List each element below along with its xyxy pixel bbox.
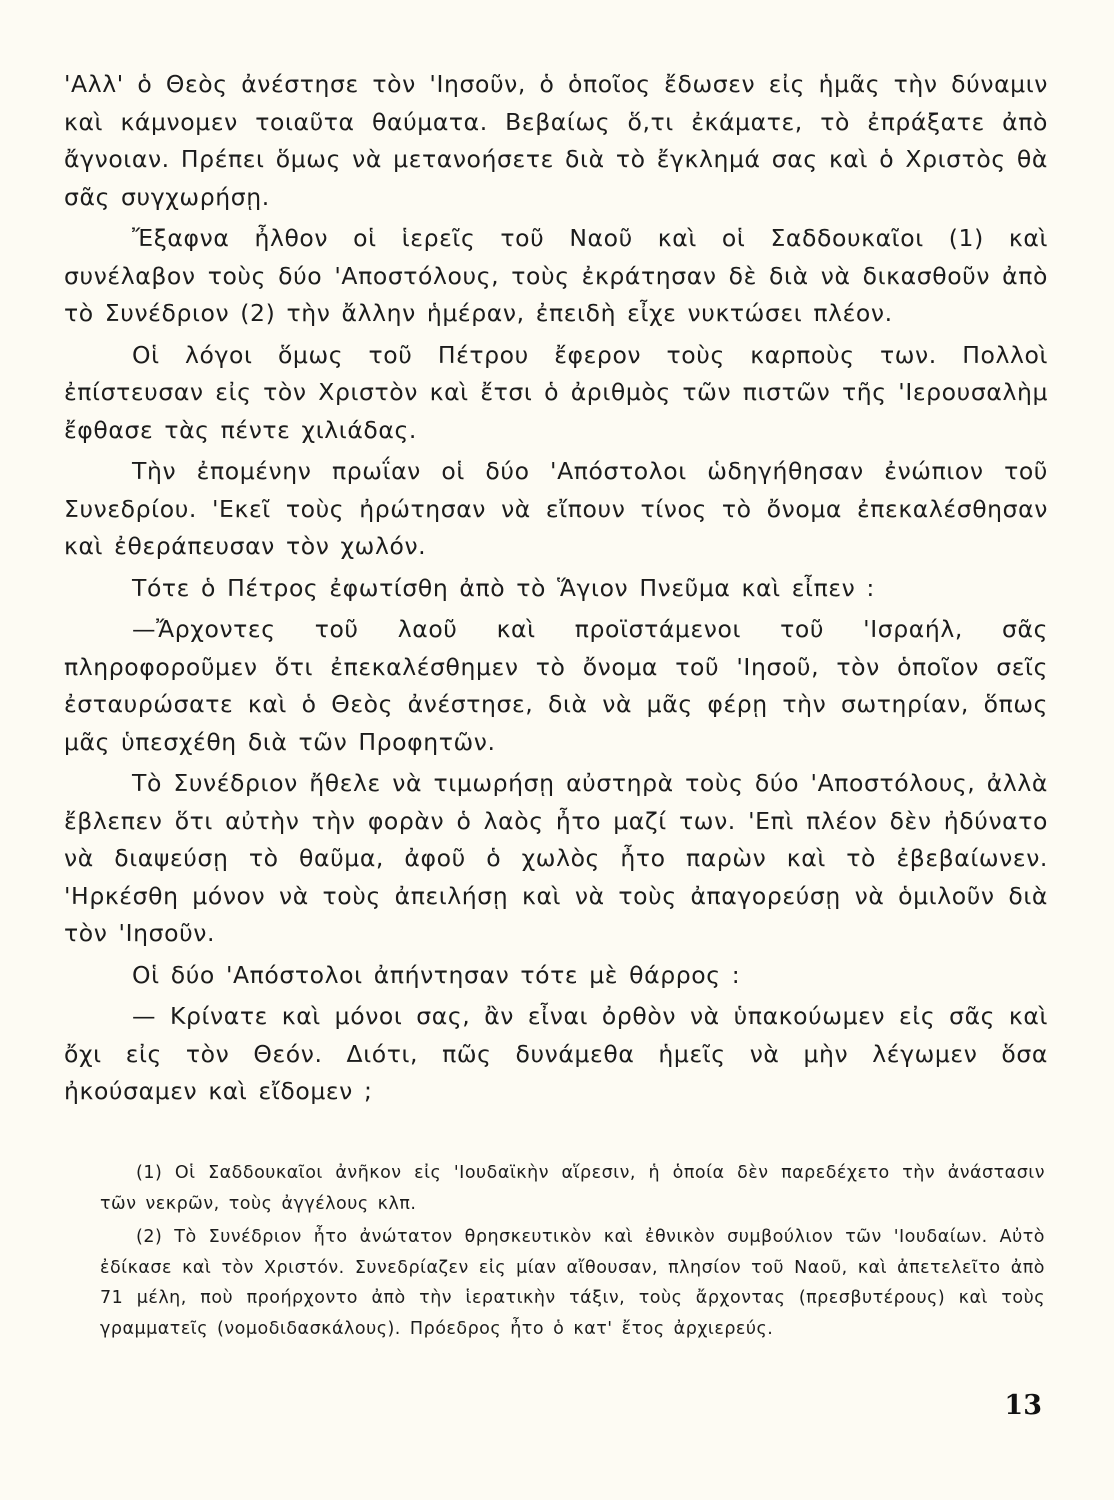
paragraph-3: Οἱ λόγοι ὅμως τοῦ Πέτρου ἔφερον τοὺς καρποὺς των. Πολλοὶ ἐπίστευσαν εἰς τὸν Χριστὸν καὶ ἔτσι ὁ ἀριθμὸς τῶν πιστῶν τῆς 'Ιερουσαλὴμ ἔφθασε τὰς πέντε χιλιάδας. — [64, 340, 1048, 444]
footnote-2: (2) Τὸ Συνέδριον ἦτο ἀνώτατον θρησκευτικὸν καὶ ἐθνικὸν συμβούλιον τῶν 'Ιουδαίων. Αὐτὸ ἐδίκασε καὶ τὸν Χριστόν. Συνεδρίαζεν εἰς μίαν αἴθουσαν, πλησίον τοῦ Ναοῦ, καὶ ἀπετελεῖτο ἀπὸ 71 μέλη, ποὺ προήρχοντο ἀπὸ τὴν ἱερατικὴν τάξιν, τοὺς ἄρχοντας (πρεσβυτέρους) καὶ τοὺς γραμματεῖς (νομοδιδασκάλους). Πρόεδρος ἦτο ὁ κατ' ἔτος ἀρχιερεύς. — [100, 1227, 1045, 1339]
footnote-1: (1) Οἱ Σαδδουκαῖοι ἀνῆκον εἰς 'Ιουδαϊκὴν αἵρεσιν, ἡ ὁποία δὲν παρεδέχετο τὴν ἀνάστασιν τῶν νεκρῶν, τοὺς ἀγγέλους κλπ. — [100, 1163, 1045, 1214]
body-text — [64, 66, 1048, 1115]
paragraph-5: Τότε ὁ Πέτρος ἐφωτίσθη ἀπὸ τὸ Ἅγιον Πνεῦμα καὶ εἶπεν : — [132, 573, 875, 602]
paragraph-4: Τὴν ἐπομένην πρωΐαν οἱ δύο 'Απόστολοι ὡδηγήθησαν ἐνώπιον τοῦ Συνεδρίου. 'Εκεῖ τοὺς ἠρώτησαν νὰ εἴπουν τίνος τὸ ὄνομα ἐπεκαλέσθησαν καὶ ἐθεράπευσαν τὸν χωλόν. — [64, 457, 1048, 560]
paragraph-8: Οἱ δύο 'Απόστολοι ἀπήντησαν τότε μὲ θάρρος : — [132, 960, 741, 989]
paragraph-2: Ἔξαφνα ἦλθον οἱ ἱερεῖς τοῦ Ναοῦ καὶ οἱ Σαδδουκαῖοι (1) καὶ συνέλαβον τοὺς δύο 'Αποστόλους, τοὺς ἐκράτησαν δὲ διὰ νὰ δικασθοῦν ἀπὸ τὸ Συνέδριον (2) τὴν ἄλλην ἡμέραν, ἐπειδὴ εἶχε νυκτώσει πλέον. — [64, 224, 1048, 327]
paragraph-6: —Ἄρχοντες τοῦ λαοῦ καὶ προϊστάμενοι τοῦ 'Ισραήλ, σᾶς πληροφοροῦμεν ὅτι ἐπεκαλέσθημεν τὸ ὄνομα τοῦ 'Ιησοῦ, τὸν ὁποῖον σεῖς ἐσταυρώσατε καὶ ὁ Θεὸς ἀνέστησε, διὰ νὰ μᾶς φέρῃ τὴν σωτηρίαν, ὅπως μᾶς ὑπεσχέθη διὰ τῶν Προφητῶν. — [64, 615, 1048, 756]
paragraph-9: — Κρίνατε καὶ μόνοι σας, ἂν εἶναι ὀρθὸν νὰ ὑπακούωμεν εἰς σᾶς καὶ ὄχι εἰς τὸν Θεόν. Διότι, πῶς δυνάμεθα ἡμεῖς νὰ μὴν λέγωμεν ὅσα ἠκούσαμεν καὶ εἴδομεν ; — [64, 1002, 1048, 1105]
page-number: 13 — [1004, 1390, 1042, 1421]
paragraph-1: 'Αλλ' ὁ Θεὸς ἀνέστησε τὸν 'Ιησοῦν, ὁ ὁποῖος ἔδωσεν εἰς ἡμᾶς τὴν δύναμιν καὶ κάμνομεν τοιαῦτα θαύματα. Βεβαίως ὅ,τι ἐκάματε, τὸ ἐπράξατε ἀπὸ ἄγνοιαν. Πρέπει ὅμως νὰ μετανοήσετε διὰ τὸ ἔγκλημά σας καὶ ὁ Χριστὸς θὰ σᾶς συγχωρήσῃ. — [64, 70, 1048, 211]
paragraph-7: Τὸ Συνέδριον ἤθελε νὰ τιμωρήσῃ αὐστηρὰ τοὺς δύο 'Αποστόλους, ἀλλὰ ἔβλεπεν ὅτι αὐτὴν τὴν φορὰν ὁ λαὸς ἦτο μαζί των. 'Επὶ πλέον δὲν ἠδύνατο νὰ διαψεύσῃ τὸ θαῦμα, ἀφοῦ ὁ χωλὸς ἦτο παρὼν καὶ τὸ ἐβεβαίωνεν. 'Ηρκέσθη μόνον νὰ τοὺς ἀπειλήσῃ καὶ νὰ τοὺς ἀπαγορεύσῃ νὰ ὁμιλοῦν διὰ τὸν 'Ιησοῦν. — [64, 769, 1048, 947]
footnotes — [100, 1158, 1045, 1347]
